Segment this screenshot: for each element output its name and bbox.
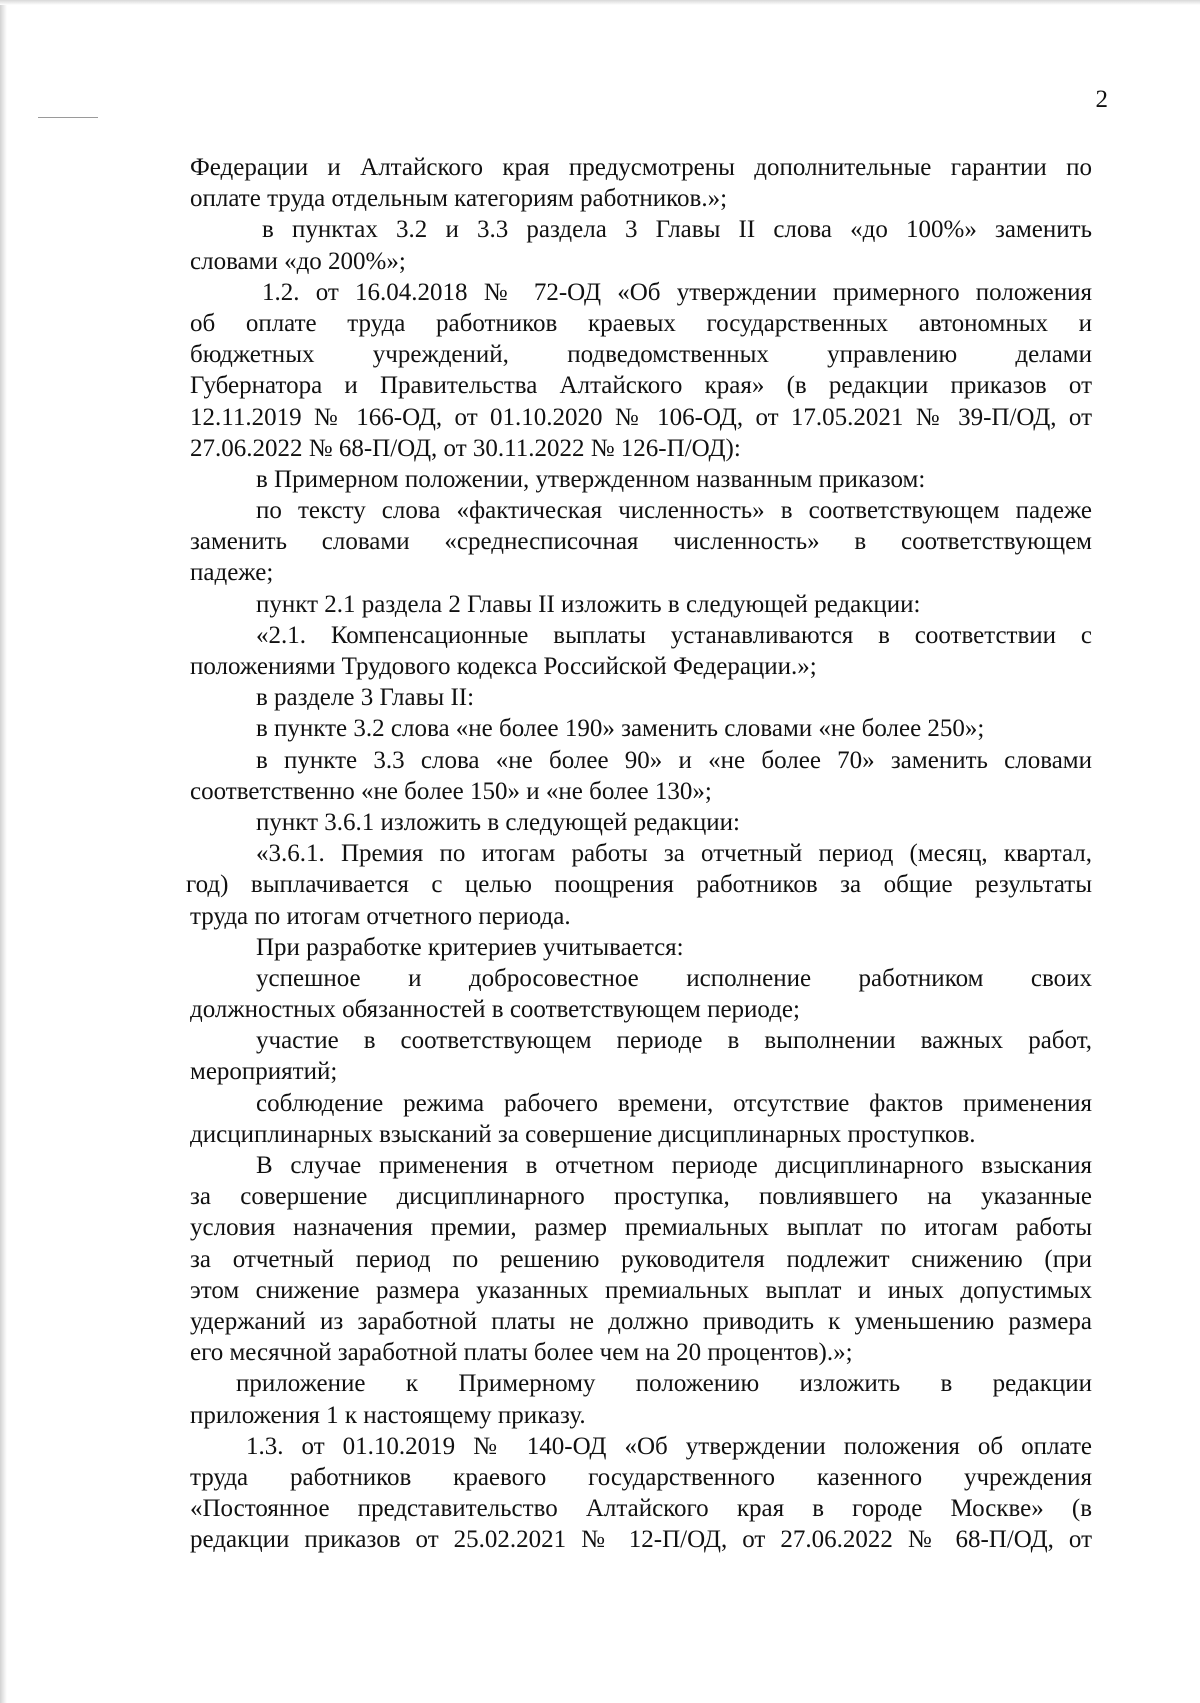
text-line: положениями Трудового кодекса Российской Федерации.»; bbox=[190, 653, 817, 680]
text-line: 27.06.2022 № 68-П/ОД, от 30.11.2022 № 126-П/ОД): bbox=[190, 434, 741, 462]
text-line: «2.1. Компенсационные выплаты устанавливаются в соответствии с bbox=[256, 621, 1092, 649]
text-line: в разделе 3 Главы II: bbox=[256, 684, 475, 712]
text-line: успешное и добросовестное исполнение работником своих bbox=[256, 964, 1092, 992]
text-line: пункт 2.1 раздела 2 Главы II изложить в следующей редакции: bbox=[256, 590, 921, 618]
text-line: «Постоянное представительство Алтайского края в городе Москве» (в bbox=[190, 1495, 1092, 1523]
text-line: по тексту слова «фактическая численность» в соответствующем падеже bbox=[256, 497, 1092, 525]
text-line: об оплате труда работников краевых государственных автономных и bbox=[190, 309, 1092, 337]
text-line: труда по итогам отчетного периода. bbox=[190, 902, 571, 930]
text-line: в пункте 3.3 слова «не более 90» и «не более 70» заменить словами bbox=[256, 746, 1092, 774]
text-line: заменить словами «среднесписочная численность» в соответствующем bbox=[190, 528, 1092, 556]
text-line: Федерации и Алтайского края предусмотрены дополнительные гарантии по bbox=[190, 154, 1092, 181]
text-line: При разработке критериев учитывается: bbox=[256, 933, 684, 961]
text-line: В случае применения в отчетном периоде дисциплинарного взыскания bbox=[256, 1152, 1092, 1179]
text-line: удержаний из заработной платы не должно приводить к уменьшению размера bbox=[190, 1307, 1092, 1335]
text-line: оплате труда отдельным категориям работников.»; bbox=[190, 185, 728, 213]
text-line: его месячной заработной платы более чем на 20 процентов).»; bbox=[190, 1339, 853, 1367]
text-line: бюджетных учреждений, подведомственных управлению делами bbox=[190, 341, 1092, 369]
scan-artifact-mark bbox=[38, 117, 98, 118]
text-line: 1.3. от 01.10.2019 № 140-ОД «Об утверждении положения об оплате bbox=[246, 1432, 1092, 1460]
text-line: соответственно «не более 150» и «не более 130»; bbox=[190, 777, 712, 805]
text-line: редакции приказов от 25.02.2021 № 12-П/ОД, от 27.06.2022 № 68-П/ОД, от bbox=[190, 1526, 1092, 1554]
page-number: 2 bbox=[1095, 86, 1108, 113]
text-line: участие в соответствующем периоде в выполнении важных работ, bbox=[256, 1027, 1092, 1055]
text-line: в пунктах 3.2 и 3.3 раздела 3 Главы II слова «до 100%» заменить bbox=[262, 216, 1092, 244]
text-line: приложения 1 к настоящему приказу. bbox=[190, 1401, 586, 1429]
page-scan-edge-top bbox=[0, 0, 1200, 5]
text-line: должностных обязанностей в соответствующем периоде; bbox=[190, 996, 800, 1024]
text-line: приложение к Примерному положению изложить в редакции bbox=[236, 1370, 1092, 1398]
text-line: пункт 3.6.1 изложить в следующей редакции: bbox=[256, 808, 740, 836]
text-line: за отчетный период по решению руководителя подлежит снижению (при bbox=[190, 1245, 1092, 1273]
text-line: этом снижение размера указанных премиальных выплат и иных допустимых bbox=[190, 1276, 1092, 1304]
text-line: труда работников краевого государственного казенного учреждения bbox=[190, 1463, 1092, 1491]
text-line: 12.11.2019 № 166-ОД, от 01.10.2020 № 106-ОД, от 17.05.2021 № 39-П/ОД, от bbox=[190, 403, 1092, 431]
text-line: словами «до 200%»; bbox=[190, 247, 406, 275]
text-line: условия назначения премии, размер премиальных выплат по итогам работы bbox=[190, 1214, 1092, 1242]
text-line: Губернатора и Правительства Алтайского края» (в редакции приказов от bbox=[190, 372, 1092, 400]
text-line: «3.6.1. Премия по итогам работы за отчетный период (месяц, квартал, bbox=[256, 840, 1092, 868]
page-scan-edge-left bbox=[0, 0, 7, 1703]
text-line: в пункте 3.2 слова «не более 190» заменить словами «не более 250»; bbox=[256, 715, 985, 743]
text-line: падеже; bbox=[190, 559, 274, 587]
text-line: соблюдение режима рабочего времени, отсутствие фактов применения bbox=[256, 1089, 1092, 1117]
text-line: в Примерном положении, утвержденном названным приказом: bbox=[256, 465, 926, 493]
text-line: год) выплачивается с целью поощрения работников за общие результаты bbox=[186, 871, 1092, 899]
document-body bbox=[186, 152, 1092, 1555]
text-line: мероприятий; bbox=[190, 1058, 338, 1086]
text-line: за совершение дисциплинарного проступка, повлиявшего на указанные bbox=[190, 1183, 1092, 1211]
text-line: дисциплинарных взысканий за совершение дисциплинарных проступков. bbox=[190, 1120, 976, 1148]
text-line: 1.2. от 16.04.2018 № 72-ОД «Об утверждении примерного положения bbox=[262, 278, 1092, 306]
